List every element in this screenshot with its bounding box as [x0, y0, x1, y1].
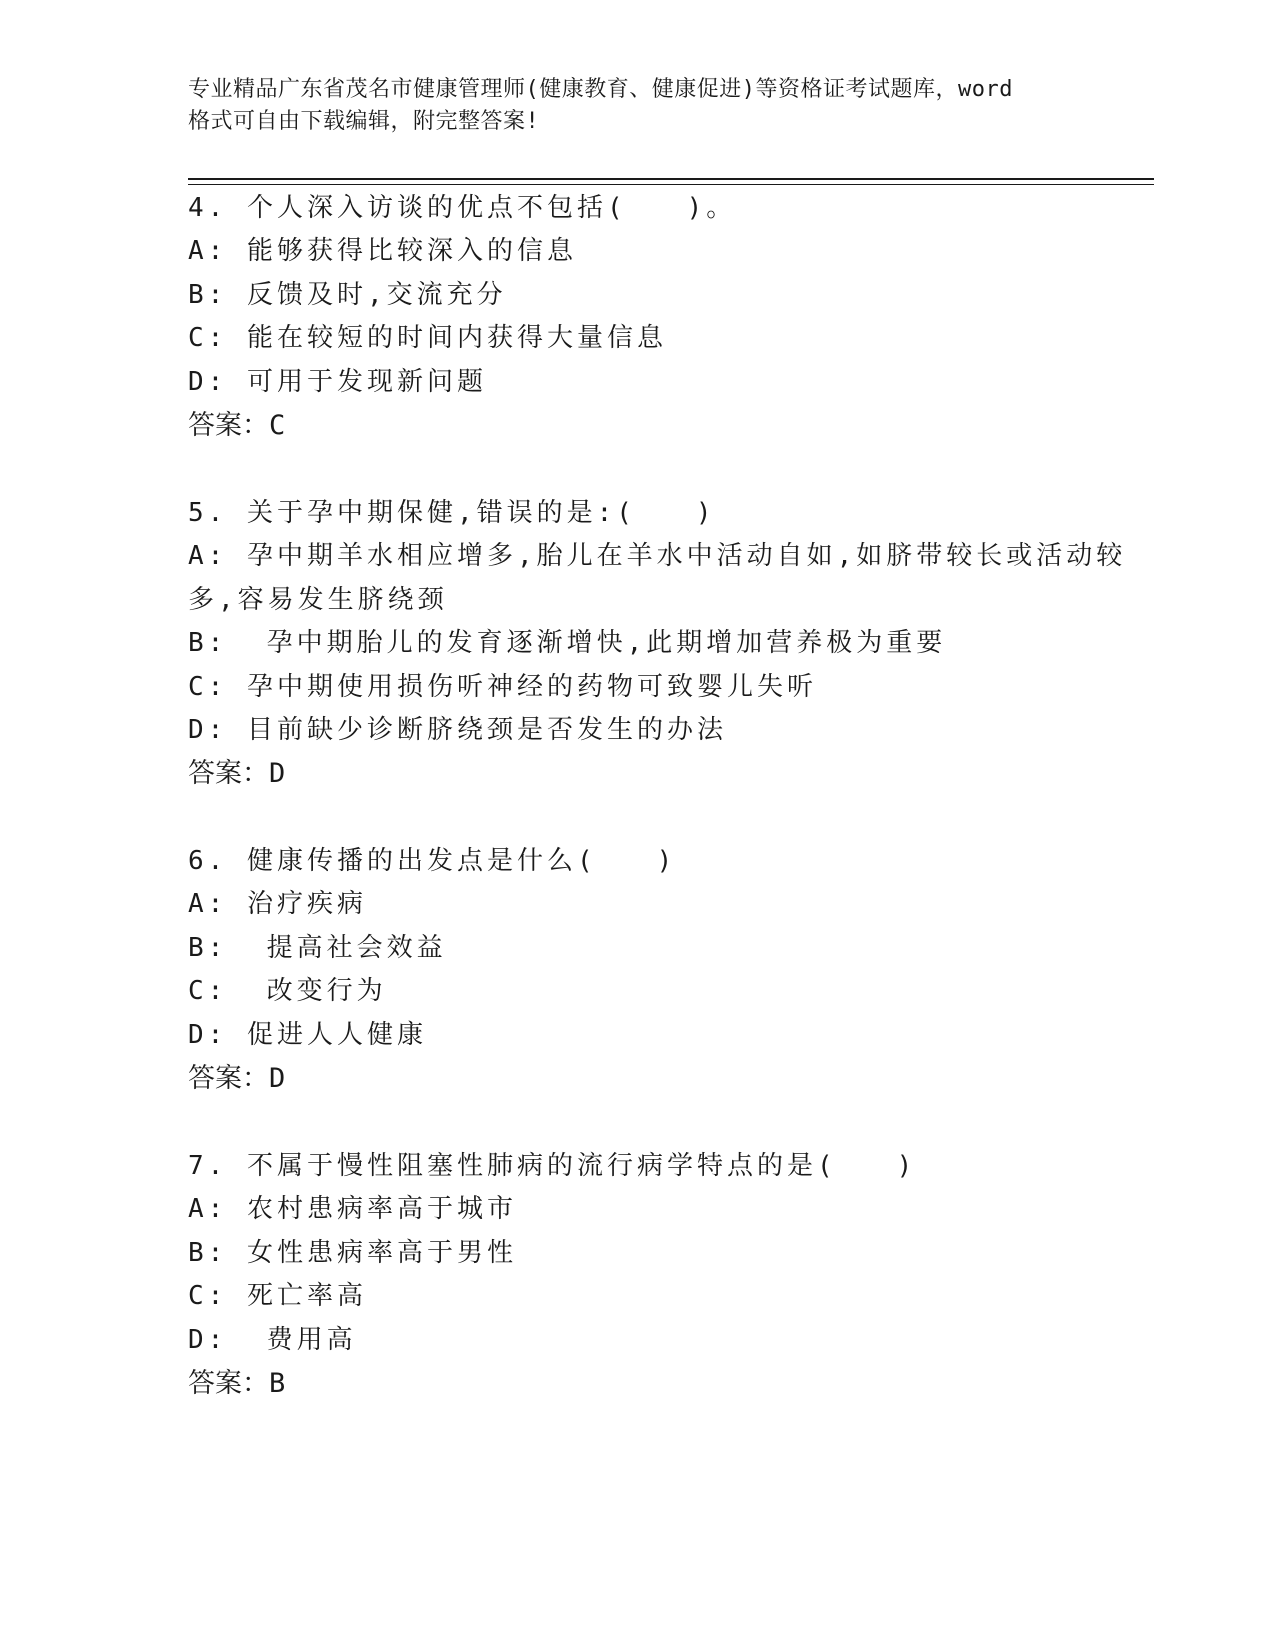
question-7-option-d: D: 费用高: [188, 1325, 357, 1355]
question-6-option-a: A: 治疗疾病: [188, 889, 367, 919]
question-4-option-c: C: 能在较短的时间内获得大量信息: [188, 323, 667, 353]
answer-label: 答案：: [188, 1368, 269, 1399]
question-6-option-d: D: 促进人人健康: [188, 1020, 427, 1050]
question-4-option-d: D: 可用于发现新问题: [188, 367, 487, 397]
question-5-stem: 5. 关于孕中期保健,错误的是:( ): [188, 498, 716, 528]
answer-value: D: [269, 758, 286, 789]
answer-label: 答案：: [188, 1063, 269, 1094]
question-6-answer: [188, 1062, 285, 1096]
question-5-option-b: B: 孕中期胎儿的发育逐渐增快,此期增加营养极为重要: [188, 628, 947, 658]
question-5-answer: [188, 757, 285, 791]
question-7-option-c: C: 死亡率高: [188, 1281, 367, 1311]
header-divider-thick: [188, 178, 1154, 180]
question-5-option-a-line-1: A: 孕中期羊水相应增多,胎儿在羊水中活动自如,如脐带较长或活动较: [188, 541, 1127, 571]
question-4-answer: [188, 409, 285, 443]
question-4-option-a: A: 能够获得比较深入的信息: [188, 236, 577, 266]
question-5-option-d: D: 目前缺少诊断脐绕颈是否发生的办法: [188, 715, 727, 745]
header-divider-thin: [188, 184, 1154, 185]
question-6-option-c: C: 改变行为: [188, 976, 387, 1006]
header-line-1: 专业精品广东省茂名市健康管理师(健康教育、健康促进)等资格证考试题库，word: [188, 77, 1013, 102]
answer-label: 答案：: [188, 758, 269, 789]
question-5-option-c: C: 孕中期使用损伤听神经的药物可致婴儿失听: [188, 672, 817, 702]
answer-label: 答案：: [188, 410, 269, 441]
question-5-option-a-line-2: 多,容易发生脐绕颈: [188, 585, 448, 615]
question-7-answer: [188, 1367, 285, 1401]
question-7-option-b: B: 女性患病率高于男性: [188, 1238, 517, 1268]
question-6-stem: 6. 健康传播的出发点是什么( ): [188, 846, 677, 876]
answer-value: D: [269, 1063, 286, 1094]
document-header: [188, 74, 1108, 138]
header-line-2: 格式可自由下载编辑，附完整答案!: [188, 109, 540, 134]
question-4-option-b: B: 反馈及时,交流充分: [188, 280, 507, 310]
question-7-option-a: A: 农村患病率高于城市: [188, 1194, 517, 1224]
question-7-stem: 7. 不属于慢性阻塞性肺病的流行病学特点的是( ): [188, 1151, 917, 1181]
answer-value: C: [269, 410, 286, 441]
answer-value: B: [269, 1368, 286, 1399]
question-6-option-b: B: 提高社会效益: [188, 933, 447, 963]
question-4-stem: 4. 个人深入访谈的优点不包括( )。: [188, 193, 737, 223]
